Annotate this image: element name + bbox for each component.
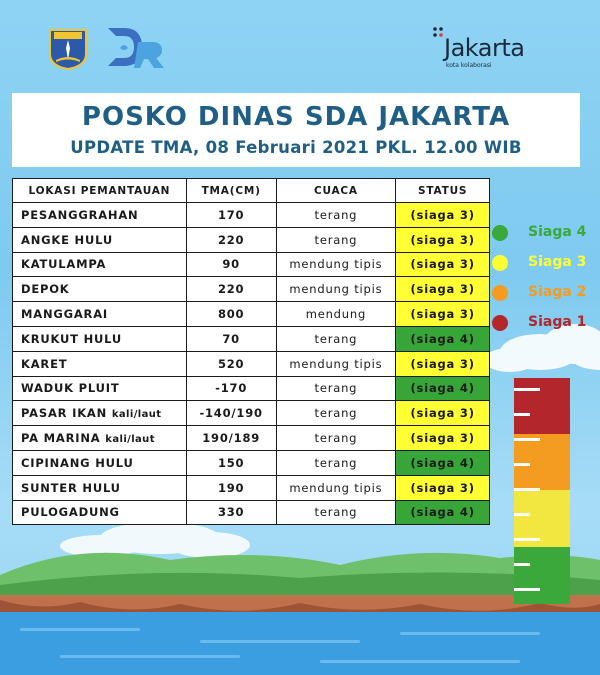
lokasi-name: WADUK PLUIT <box>21 381 120 396</box>
table-row <box>13 252 490 277</box>
cell-lokasi <box>13 426 187 451</box>
cell-tma: -140/190 <box>186 401 276 426</box>
update-subtitle: UPDATE TMA, 08 Februari 2021 PKL. 12.00 WIB <box>70 138 522 157</box>
cell-cuaca: mendung tipis <box>276 475 396 500</box>
table-row <box>13 326 490 351</box>
cell-lokasi <box>13 450 187 475</box>
gauge-tick <box>514 513 530 516</box>
cell-tma: 520 <box>186 351 276 376</box>
gauge-segment-siaga-1 <box>514 378 570 434</box>
cell-tma: 220 <box>186 277 276 302</box>
cell-status: (siaga 4) <box>396 376 490 401</box>
gauge-tick <box>514 538 540 541</box>
cell-tma: 190/189 <box>186 426 276 451</box>
river-water <box>0 612 600 675</box>
cell-cuaca: terang <box>276 426 396 451</box>
lokasi-name: PESANGGRAHAN <box>21 207 139 222</box>
cell-status: (siaga 3) <box>396 351 490 376</box>
monitoring-table <box>12 178 490 525</box>
gauge-tick <box>514 563 530 566</box>
lokasi-suffix: kali/laut <box>105 434 155 446</box>
lokasi-name: KATULAMPA <box>21 257 107 272</box>
cell-cuaca: mendung tipis <box>276 351 396 376</box>
table-row <box>13 401 490 426</box>
cloud-right <box>484 324 600 372</box>
cell-tma: 90 <box>186 252 276 277</box>
legend-dot-3 <box>492 255 508 271</box>
column-header-cuaca: CUACA <box>276 179 396 203</box>
cell-status: (siaga 3) <box>396 277 490 302</box>
cell-cuaca: terang <box>276 376 396 401</box>
column-header-lokasi: LOKASI PEMANTAUAN <box>13 179 187 203</box>
cell-status: (siaga 3) <box>396 203 490 228</box>
gauge-tick <box>514 413 530 416</box>
jakarta-brand-tagline: kota kolaborasi <box>446 62 492 69</box>
cell-cuaca: terang <box>276 450 396 475</box>
cell-status: (siaga 3) <box>396 426 490 451</box>
lokasi-name: PULOGADUNG <box>21 505 120 520</box>
table-row <box>13 351 490 376</box>
dinas-sda-logo-icon <box>104 22 166 72</box>
cell-tma: -170 <box>186 376 276 401</box>
cell-lokasi <box>13 376 187 401</box>
gauge-tick <box>514 388 540 391</box>
table-row <box>13 475 490 500</box>
table-header-row <box>13 179 490 203</box>
lokasi-name: KARET <box>21 356 68 371</box>
cell-tma: 330 <box>186 500 276 525</box>
cloud-bottom-left <box>60 522 250 558</box>
cell-tma: 170 <box>186 203 276 228</box>
table-row <box>13 376 490 401</box>
cell-cuaca: terang <box>276 326 396 351</box>
cell-lokasi <box>13 227 187 252</box>
cell-lokasi <box>13 277 187 302</box>
cell-lokasi <box>13 326 187 351</box>
water-level-gauge <box>514 378 570 604</box>
table-row <box>13 227 490 252</box>
table-row <box>13 203 490 228</box>
jakarta-brand-wordmark: Jakarta <box>444 34 525 62</box>
cell-lokasi <box>13 475 187 500</box>
column-header-status: STATUS <box>396 179 490 203</box>
lokasi-name: PASAR IKAN <box>21 406 108 421</box>
lokasi-name: PA MARINA <box>21 431 101 446</box>
gauge-tick <box>514 588 540 591</box>
legend-dot-2 <box>492 285 508 301</box>
gauge-segment-siaga-4 <box>514 547 570 604</box>
cell-tma: 70 <box>186 326 276 351</box>
legend-label-1: Siaga 1 <box>528 314 587 330</box>
table-row <box>13 500 490 525</box>
cell-cuaca: terang <box>276 203 396 228</box>
cell-status: (siaga 3) <box>396 252 490 277</box>
legend-dot-1 <box>492 315 508 331</box>
cell-cuaca: mendung tipis <box>276 252 396 277</box>
cell-tma: 190 <box>186 475 276 500</box>
table-row <box>13 277 490 302</box>
cell-cuaca: terang <box>276 401 396 426</box>
cell-status: (siaga 3) <box>396 227 490 252</box>
lokasi-name: DEPOK <box>21 282 70 297</box>
cell-lokasi <box>13 500 187 525</box>
cell-status: (siaga 4) <box>396 500 490 525</box>
cell-status: (siaga 3) <box>396 401 490 426</box>
lokasi-name: ANGKE HULU <box>21 232 113 247</box>
legend-label-3: Siaga 3 <box>528 254 587 270</box>
cell-cuaca: mendung <box>276 302 396 327</box>
lokasi-name: CIPINANG HULU <box>21 455 134 470</box>
lokasi-name: SUNTER HULU <box>21 480 121 495</box>
cell-cuaca: terang <box>276 227 396 252</box>
gauge-segment-siaga-2 <box>514 434 570 490</box>
legend-label-2: Siaga 2 <box>528 284 587 300</box>
cell-tma: 800 <box>186 302 276 327</box>
cell-status: (siaga 4) <box>396 450 490 475</box>
cell-status: (siaga 3) <box>396 475 490 500</box>
cell-tma: 220 <box>186 227 276 252</box>
cell-lokasi <box>13 203 187 228</box>
cell-cuaca: terang <box>276 500 396 525</box>
cell-status: (siaga 4) <box>396 326 490 351</box>
table-row <box>13 426 490 451</box>
cell-tma: 150 <box>186 450 276 475</box>
table-row <box>13 450 490 475</box>
cell-status: (siaga 3) <box>396 302 490 327</box>
lokasi-name: KRUKUT HULU <box>21 331 123 346</box>
column-header-tma: TMA(CM) <box>186 179 276 203</box>
cell-cuaca: mendung tipis <box>276 277 396 302</box>
lokasi-suffix: kali/laut <box>111 409 162 421</box>
page-title: POSKO DINAS SDA JAKARTA <box>81 102 511 132</box>
cell-lokasi <box>13 351 187 376</box>
legend-label-4: Siaga 4 <box>528 224 587 240</box>
gauge-tick <box>514 438 540 441</box>
table-row <box>13 302 490 327</box>
gauge-tick <box>514 488 540 491</box>
legend-dot-4 <box>492 225 508 241</box>
cell-lokasi <box>13 401 187 426</box>
lokasi-name: MANGGARAI <box>21 307 108 322</box>
gauge-tick <box>514 463 530 466</box>
cell-lokasi <box>13 252 187 277</box>
cell-lokasi <box>13 302 187 327</box>
dki-jakarta-emblem-icon <box>48 26 88 70</box>
